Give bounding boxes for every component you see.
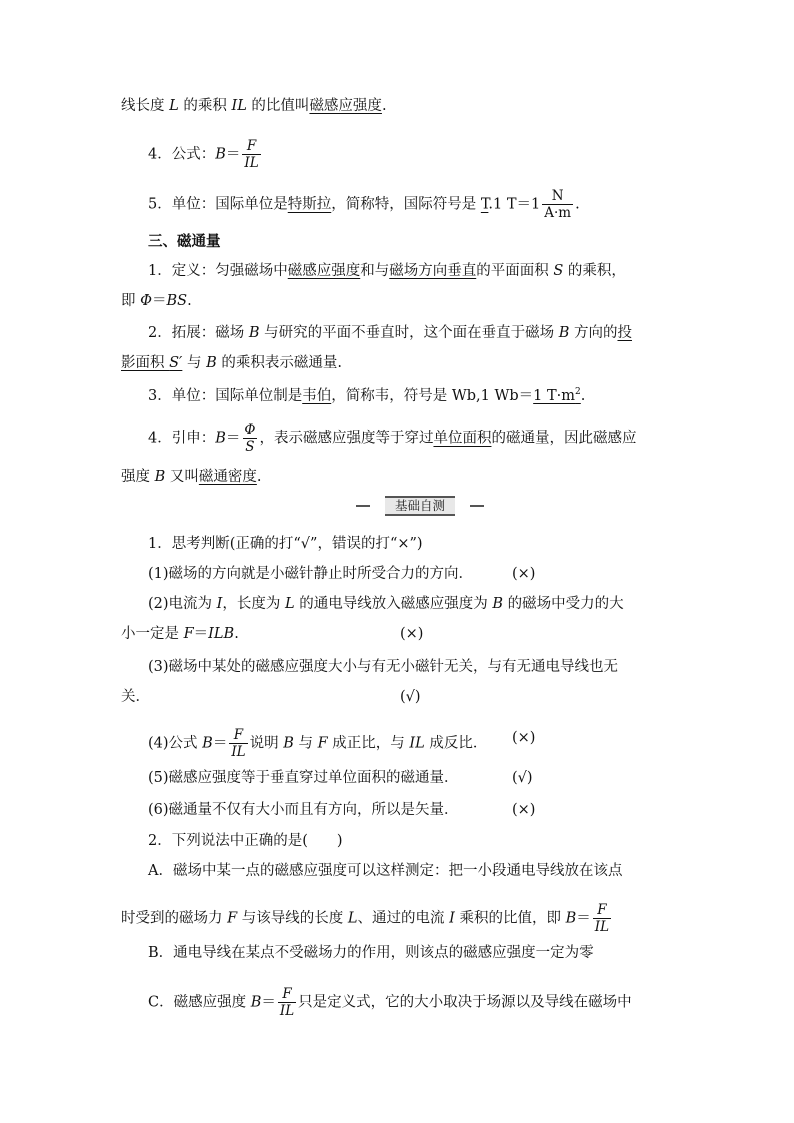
answer-blank: 特斯拉 xyxy=(287,196,332,213)
answer-blank: 投 xyxy=(617,325,632,341)
option-b: B．通电导线在某点不受磁场力的作用，则该点的磁感应强度一定为零 xyxy=(148,945,594,961)
question-2-title: 2．下列说法中正确的是( ) xyxy=(148,833,343,849)
paragraph-extension-cont: 影面积 S′ 与 B 的乘积表示磁通量. xyxy=(121,355,342,371)
statement-6: (6)磁通量不仅有大小而且有方向，所以是矢量． xyxy=(148,802,459,818)
statement-2-cont: 小一定是 F＝ILB. xyxy=(121,626,239,642)
fraction-f-over-il: $\frac{F}{IL}$ xyxy=(594,902,610,935)
option-a: A．磁场中某一点的磁感应强度可以这样测定：把一小段通电导线放在该点 xyxy=(148,863,623,879)
statement-3-cont: 关． xyxy=(121,689,150,705)
fraction-phi-over-s: $\frac{\Phi}{S}$ xyxy=(244,422,256,455)
paragraph-extension: 2．拓展：磁场 B 与研究的平面不垂直时，这个面在垂直于磁场 B 方向的投 xyxy=(148,325,632,341)
statement-5: (5)磁感应强度等于垂直穿过单位面积的磁通量． xyxy=(148,770,459,786)
badge-label: 基础自测 xyxy=(385,496,455,516)
answer-blank: 磁通密度 xyxy=(198,469,257,485)
paragraph-unit: 5．单位：国际单位是特斯拉，简称特，国际符号是 T.1 T＝1 $\frac{N}{A\cdot m}$ . xyxy=(148,188,580,221)
statement-3: (3)磁场中某处的磁感应强度大小与有无小磁针无关，与有无通电导线也无 xyxy=(148,659,619,675)
answer-blank: 磁感应强度 xyxy=(309,98,382,114)
paragraph-flux-definition: 1．定义：匀强磁场中磁感应强度和与磁场方向垂直的平面面积 S 的乘积， xyxy=(148,263,626,279)
paragraph-corollary-cont: 强度 B 又叫磁通密度. xyxy=(121,469,262,485)
option-a-cont: 时受到的磁场力 F 与该导线的长度 L、通过的电流 I 乘积的比值，即 B＝ $\frac{F}{IL}$ xyxy=(121,902,610,935)
answer-blank: 磁场方向垂直 xyxy=(389,263,477,279)
answer-blank: 韦伯 xyxy=(302,388,332,404)
answer-blank: 1 $T\cdot m^2$ xyxy=(533,387,581,404)
option-c: C．磁感应强度 B＝ $\frac{F}{IL}$ 只是定义式，它的大小取决于场源以及导线在磁场中 xyxy=(148,986,632,1019)
section-heading-flux: 三、磁通量 xyxy=(148,233,221,250)
paragraph-flux-formula: 即 Φ＝BS. xyxy=(121,293,192,309)
paragraph-corollary: 4．引申：B＝ $\frac{\Phi}{S}$ ，表示磁感应强度等于穿过单位面积的磁通量，因此磁感应 xyxy=(148,422,637,455)
paragraph-formula: 4．公式：B＝ $\frac{F}{IL}$ xyxy=(148,138,259,171)
statement-2: (2)电流为 I，长度为 L 的通电导线放入磁感应强度为 B 的磁场中受力的大 xyxy=(148,596,624,612)
statement-1: (1)磁场的方向就是小磁针静止时所受合力的方向． xyxy=(148,566,474,582)
answer-blank: 磁感应强度 xyxy=(287,263,361,279)
section-badge xyxy=(360,497,480,515)
judgement-mark: (√) xyxy=(512,770,533,786)
judgement-mark: (×) xyxy=(512,802,536,818)
fraction-f-over-il: $\frac{F}{IL}$ xyxy=(244,138,259,171)
answer-blank: 影面积 xyxy=(121,355,170,371)
paragraph-flux-unit: 3．单位：国际单位制是韦伯，简称韦，符号是 Wb,1 Wb＝1 $T\cdot m^2$. xyxy=(148,387,586,404)
judgement-mark: (×) xyxy=(512,730,536,746)
answer-blank: 单位面积 xyxy=(433,430,492,447)
statement-4: (4)公式 B＝ $\frac{F}{IL}$ 说明 B 与 F 成正比，与 IL 成反比． xyxy=(148,727,488,760)
paragraph-definition-end: 线长度 L 的乘积 IL 的比值叫磁感应强度. xyxy=(121,98,387,114)
question-1-title: 1．思考判断(正确的打“√”，错误的打“×”) xyxy=(148,536,423,552)
judgement-mark: (√) xyxy=(400,689,421,705)
fraction-f-over-il: $\frac{F}{IL}$ xyxy=(231,727,246,760)
judgement-mark: (×) xyxy=(512,566,536,582)
answer-blank: T xyxy=(480,196,489,213)
fraction-f-over-il: $\frac{F}{IL}$ xyxy=(279,986,295,1019)
fraction-n-over-am: $\frac{N}{A\cdot m}$ xyxy=(544,188,572,221)
judgement-mark: (×) xyxy=(400,626,424,642)
